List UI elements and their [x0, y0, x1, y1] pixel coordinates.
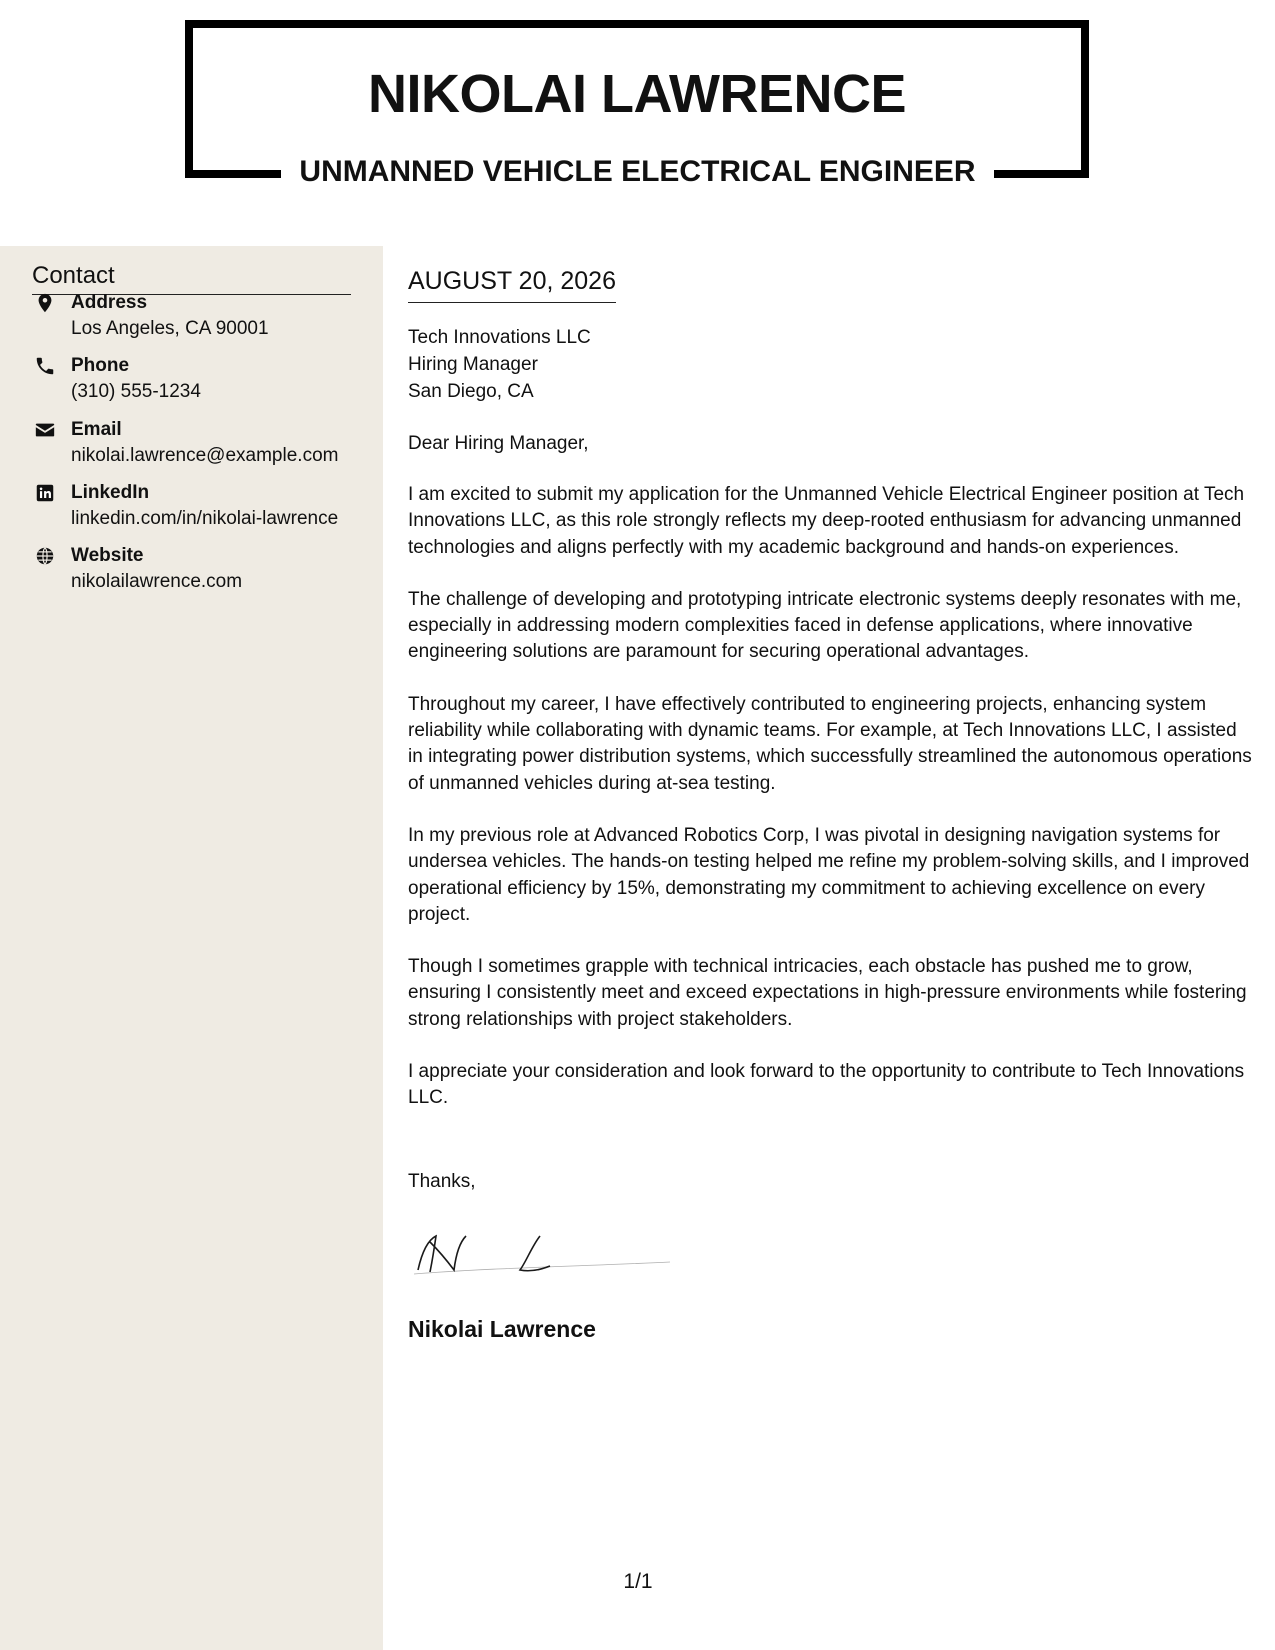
contact-value: Los Angeles, CA 90001	[71, 318, 269, 339]
contact-label: Email	[71, 419, 122, 440]
paragraph: Throughout my career, I have effectively contributed to engineering projects, enhancing system reliability while collaborating with dynamic teams. For example, at Tech Innovations LLC, I assisted in integrating power distribution systems, which successfully streamlined the autonomous operations of unmanned vehicles during at-sea testing.	[408, 693, 1252, 794]
contact-item-website	[32, 543, 372, 599]
paragraph: In my previous role at Advanced Robotics Corp, I was pivotal in designing navigation systems for undersea vehicles. The hands-on testing helped me refine my problem-solving skills, and I improved operational efficiency by 15%, demonstrating my commitment to achieving excellence on every project.	[408, 824, 1250, 925]
candidate-name: NIKOLAI LAWRENCE	[368, 64, 906, 124]
envelope-icon	[34, 419, 56, 441]
recipient-block	[408, 324, 591, 405]
salutation: Dear Hiring Manager,	[408, 433, 589, 454]
contact-item-address	[32, 290, 372, 346]
contact-label: Website	[71, 545, 144, 566]
closing: Thanks,	[408, 1171, 476, 1192]
recipient-location: San Diego, CA	[408, 381, 534, 402]
contact-value: (310) 555-1234	[71, 381, 201, 402]
paragraph: Though I sometimes grapple with technical intricacies, each obstacle has pushed me to grow, ensuring I consistently meet and exceed expectations in high-pressure environments while fostering strong relationships with project stakeholders.	[408, 956, 1247, 1030]
header	[0, 0, 1275, 246]
signer-name: Nikolai Lawrence	[408, 1316, 596, 1342]
contact-item-linkedin	[32, 480, 372, 536]
header-frame-bottom-left	[185, 170, 281, 178]
letter-paragraphs	[408, 482, 1253, 1138]
map-pin-icon	[34, 292, 56, 314]
linkedin-icon	[34, 482, 56, 504]
contact-item-phone	[32, 353, 372, 409]
contact-value: nikolai.lawrence@example.com	[71, 445, 339, 466]
contact-label: Address	[71, 292, 148, 313]
contact-label: Phone	[71, 355, 130, 376]
header-frame-right	[1081, 20, 1089, 178]
contact-item-email	[32, 417, 372, 473]
job-title: UNMANNED VEHICLE ELECTRICAL ENGINEER	[299, 155, 976, 188]
letter-date: AUGUST 20, 2026	[408, 264, 616, 303]
paragraph: I appreciate your consideration and look forward to the opportunity to contribute to Tech Innovations LLC.	[408, 1061, 1245, 1109]
header-frame-top	[185, 20, 1089, 28]
paragraph: I am excited to submit my application for the Unmanned Vehicle Electrical Engineer position at Tech Innovations LLC, as this role strongly reflects my deep-rooted enthusiasm for advancing unmanned technologies and aligns perfectly with my academic background and hands-on experiences.	[408, 484, 1245, 558]
recipient-company: Tech Innovations LLC	[408, 327, 591, 348]
contact-value: nikolailawrence.com	[71, 571, 243, 592]
paragraph: The challenge of developing and prototyping intricate electronic systems deeply resonates with me, especially in addressing modern complexities faced in defense applications, where innovative engineering solutions are paramount for securing operational advantages.	[408, 588, 1242, 663]
contact-value: linkedin.com/in/nikolai-lawrence	[71, 508, 339, 529]
phone-icon	[34, 355, 56, 377]
contact-sidebar	[0, 246, 383, 1650]
recipient-title: Hiring Manager	[408, 354, 538, 375]
contact-label: LinkedIn	[71, 482, 150, 503]
header-frame-bottom-right	[994, 170, 1089, 178]
contact-heading: Contact	[32, 260, 351, 295]
page-number: 1/1	[623, 1570, 653, 1593]
signature	[408, 1222, 678, 1284]
globe-icon	[34, 545, 56, 567]
header-frame-left	[185, 20, 193, 178]
